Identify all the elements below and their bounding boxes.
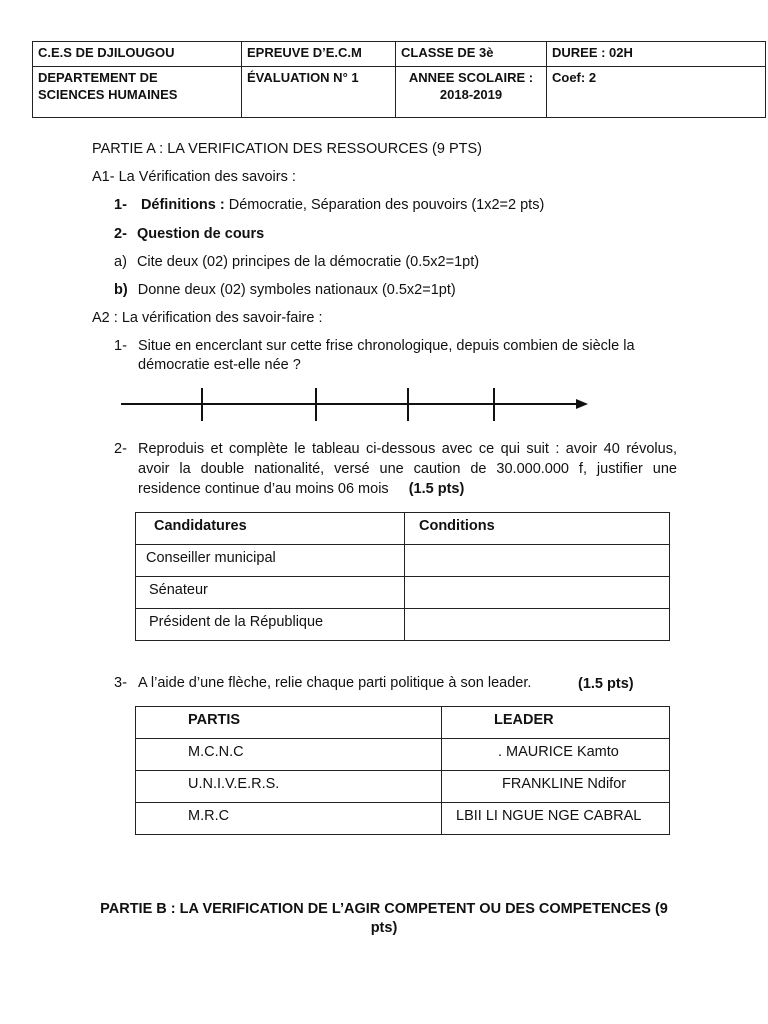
- table-cell: [136, 577, 405, 609]
- question-text: Démocratie, Séparation des pouvoirs (1x2=2 pts): [224, 197, 545, 213]
- column-header: Candidatures: [154, 518, 247, 534]
- question-s2-body: Reproduis et complète le tableau ci-dessous avec ce qui suit : avoir 40 révolus, avoir la double nationalité, versé une caution de 30.000.000 f, justifier une residence continue d’au moins 06 mois: [138, 441, 677, 497]
- partis-table: [135, 706, 670, 835]
- partie-a-title: PARTIE A : LA VERIFICATION DES RESSOURCES (9 PTS): [92, 141, 482, 157]
- question-s3-points: (1.5 pts): [578, 676, 634, 692]
- leader-name: . MAURICE Kamto: [498, 744, 619, 760]
- coefficient: Coef: 2: [547, 67, 766, 118]
- a2-title: A2 : La vérification des savoir-faire :: [92, 310, 323, 326]
- question-s3-number: 3-: [114, 675, 127, 691]
- leader-name: FRANKLINE Ndifor: [502, 776, 627, 792]
- party-name: U.N.I.V.E.R.S.: [188, 776, 280, 792]
- school-name: C.E.S DE DJILOUGOU: [33, 42, 242, 67]
- table-row: [136, 609, 670, 641]
- question-s1-line: démocratie est-elle née ?: [138, 357, 301, 373]
- question-s2-number: 2-: [114, 441, 127, 457]
- table-header-cell: [442, 707, 670, 739]
- table-row: [136, 739, 670, 771]
- table-header-row: [136, 707, 670, 739]
- partie-b-title-cont: pts): [370, 920, 398, 936]
- timeline-arrowhead: [576, 399, 588, 409]
- column-header: PARTIS: [188, 712, 241, 728]
- department: [33, 67, 242, 118]
- question-number: b): [114, 282, 128, 298]
- question-text: Cite deux (02) principes de la démocratie (0.5x2=1pt): [136, 254, 480, 270]
- header-row: [33, 42, 766, 67]
- table-row: [136, 771, 670, 803]
- table-cell: [136, 545, 405, 577]
- school-year-value: 2018-2019: [439, 87, 503, 102]
- table-row: [136, 545, 670, 577]
- question-label: Question de cours: [136, 226, 265, 242]
- question-2: [114, 225, 264, 244]
- question-text: Donne deux (02) symboles nationaux (0.5x2=1pt): [137, 282, 456, 298]
- table-cell-empty[interactable]: [405, 609, 670, 641]
- table-header-cell: [136, 707, 442, 739]
- question-s2-text: [138, 439, 677, 499]
- evaluation-number: ÉVALUATION N° 1: [242, 67, 396, 118]
- candidatures-table: [135, 512, 670, 641]
- department-line: DEPARTEMENT DE: [38, 70, 158, 85]
- question-b: [114, 281, 456, 300]
- table-cell: [136, 771, 442, 803]
- column-header: Conditions: [419, 518, 495, 534]
- table-row: [136, 577, 670, 609]
- column-header: LEADER: [494, 712, 554, 728]
- table-cell: [136, 803, 442, 835]
- leader-name: LBII LI NGUE NGE CABRAL: [456, 808, 642, 824]
- table-cell: [136, 609, 405, 641]
- table-cell: [136, 739, 442, 771]
- cell-text: Conseiller municipal: [146, 550, 276, 566]
- table-header-cell: [136, 513, 405, 545]
- school-year-label: ANNEE SCOLAIRE :: [408, 70, 534, 85]
- table-cell-empty[interactable]: [405, 577, 670, 609]
- exam-name: EPREUVE D’E.C.M: [242, 42, 396, 67]
- school-year: [396, 67, 547, 118]
- table-header-row: [136, 513, 670, 545]
- question-s2-points: (1.5 pts): [408, 481, 465, 497]
- question-number: a): [114, 254, 127, 270]
- question-s1-number: 1-: [114, 338, 127, 354]
- question-s3-text: A l’aide d’une flèche, relie chaque parti politique à son leader.: [138, 675, 532, 691]
- duration: DUREE : 02H: [547, 42, 766, 67]
- class-name: CLASSE DE 3è: [396, 42, 547, 67]
- question-label: Définitions :: [140, 197, 225, 213]
- cell-text: Sénateur: [149, 582, 208, 598]
- table-cell: [442, 803, 670, 835]
- question-a: [114, 253, 479, 272]
- table-cell: [442, 739, 670, 771]
- table-row: [136, 803, 670, 835]
- cell-text: Président de la République: [149, 614, 324, 630]
- question-1: [114, 196, 544, 215]
- partie-b-title: PARTIE B : LA VERIFICATION DE L’AGIR COMPETENT OU DES COMPETENCES (9: [100, 901, 668, 917]
- question-s1-line: Situe en encerclant sur cette frise chronologique, depuis combien de siècle la: [138, 338, 635, 354]
- table-cell-empty[interactable]: [405, 545, 670, 577]
- timeline-frieze: [118, 385, 593, 425]
- question-number: 2-: [114, 226, 127, 242]
- table-cell: [442, 771, 670, 803]
- party-name: M.R.C: [188, 808, 230, 824]
- table-header-cell: [405, 513, 670, 545]
- header-table: [32, 41, 766, 118]
- question-number: 1-: [114, 197, 127, 213]
- a1-title: A1- La Vérification des savoirs :: [92, 169, 296, 185]
- department-line: SCIENCES HUMAINES: [38, 87, 178, 102]
- party-name: M.C.N.C: [188, 744, 244, 760]
- header-row: [33, 67, 766, 118]
